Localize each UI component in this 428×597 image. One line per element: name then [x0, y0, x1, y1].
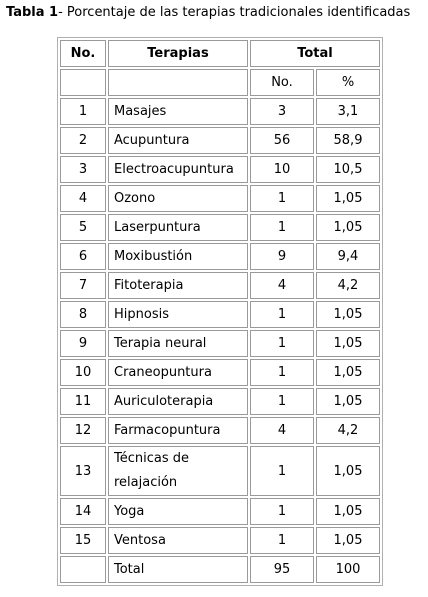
table-row: [60, 98, 380, 125]
row-number: 15: [60, 527, 106, 554]
table-row: [60, 214, 380, 241]
row-count: 1: [250, 388, 314, 415]
row-therapy: Moxibustión: [108, 243, 248, 270]
row-percent: 1,05: [316, 301, 380, 328]
subheader-empty-terapias: [108, 69, 248, 96]
table-row: [60, 446, 380, 496]
row-count: 4: [250, 417, 314, 444]
total-percent: 100: [316, 556, 380, 583]
therapies-table-body: [60, 40, 380, 583]
table-row: [60, 498, 380, 525]
table-row: [60, 127, 380, 154]
row-percent: 3,1: [316, 98, 380, 125]
row-therapy: Técnicas de relajación: [108, 446, 248, 496]
row-therapy: Auriculoterapia: [108, 388, 248, 415]
row-count: 56: [250, 127, 314, 154]
row-count: 1: [250, 498, 314, 525]
table-row: [60, 243, 380, 270]
row-therapy: Acupuntura: [108, 127, 248, 154]
table-row: [60, 330, 380, 357]
header-no: No.: [60, 40, 106, 67]
subheader-count: No.: [250, 69, 314, 96]
row-percent: 1,05: [316, 388, 380, 415]
row-percent: 58,9: [316, 127, 380, 154]
subheader-empty-no: [60, 69, 106, 96]
therapies-table: [57, 37, 383, 586]
row-percent: 4,2: [316, 417, 380, 444]
table-row: [60, 185, 380, 212]
subheader-percent: %: [316, 69, 380, 96]
row-therapy: Electroacupuntura: [108, 156, 248, 183]
total-label: Total: [108, 556, 248, 583]
row-therapy: Terapia neural: [108, 330, 248, 357]
row-percent: 10,5: [316, 156, 380, 183]
row-count: 9: [250, 243, 314, 270]
subheader-row: [60, 69, 380, 96]
table-row: [60, 359, 380, 386]
row-count: 1: [250, 330, 314, 357]
row-number: 13: [60, 446, 106, 496]
row-percent: 1,05: [316, 185, 380, 212]
row-number: 10: [60, 359, 106, 386]
row-number: 3: [60, 156, 106, 183]
table-caption-text: - Porcentaje de las terapias tradicionales identificadas: [58, 5, 411, 20]
header-total: Total: [250, 40, 380, 67]
row-count: 1: [250, 527, 314, 554]
row-percent: 4,2: [316, 272, 380, 299]
row-count: 1: [250, 214, 314, 241]
row-number: 5: [60, 214, 106, 241]
table-caption-label: Tabla 1: [6, 5, 59, 20]
row-percent: 1,05: [316, 330, 380, 357]
row-therapy: Masajes: [108, 98, 248, 125]
header-terapias: Terapias: [108, 40, 248, 67]
table-row: [60, 156, 380, 183]
row-number: 12: [60, 417, 106, 444]
row-number: 9: [60, 330, 106, 357]
table-row: [60, 388, 380, 415]
row-therapy: Ventosa: [108, 527, 248, 554]
row-count: 4: [250, 272, 314, 299]
row-number: 8: [60, 301, 106, 328]
table-row: [60, 417, 380, 444]
table-caption: [6, 5, 410, 20]
row-number: 1: [60, 98, 106, 125]
table-row: [60, 527, 380, 554]
header-row: [60, 40, 380, 67]
row-percent: 1,05: [316, 359, 380, 386]
row-percent: 9,4: [316, 243, 380, 270]
row-number: 11: [60, 388, 106, 415]
total-empty: [60, 556, 106, 583]
row-therapy: Ozono: [108, 185, 248, 212]
table-row: [60, 301, 380, 328]
row-percent: 1,05: [316, 214, 380, 241]
row-count: 3: [250, 98, 314, 125]
row-count: 1: [250, 185, 314, 212]
row-number: 4: [60, 185, 106, 212]
table-row: [60, 272, 380, 299]
row-therapy: Farmacopuntura: [108, 417, 248, 444]
row-therapy: Laserpuntura: [108, 214, 248, 241]
row-count: 10: [250, 156, 314, 183]
row-number: 14: [60, 498, 106, 525]
row-number: 2: [60, 127, 106, 154]
row-number: 6: [60, 243, 106, 270]
row-therapy: Yoga: [108, 498, 248, 525]
row-count: 1: [250, 446, 314, 496]
row-percent: 1,05: [316, 527, 380, 554]
row-percent: 1,05: [316, 446, 380, 496]
row-therapy: Craneopuntura: [108, 359, 248, 386]
row-number: 7: [60, 272, 106, 299]
row-percent: 1,05: [316, 498, 380, 525]
row-therapy: Fitoterapia: [108, 272, 248, 299]
row-count: 1: [250, 359, 314, 386]
total-count: 95: [250, 556, 314, 583]
row-therapy: Hipnosis: [108, 301, 248, 328]
row-count: 1: [250, 301, 314, 328]
total-row: [60, 556, 380, 583]
